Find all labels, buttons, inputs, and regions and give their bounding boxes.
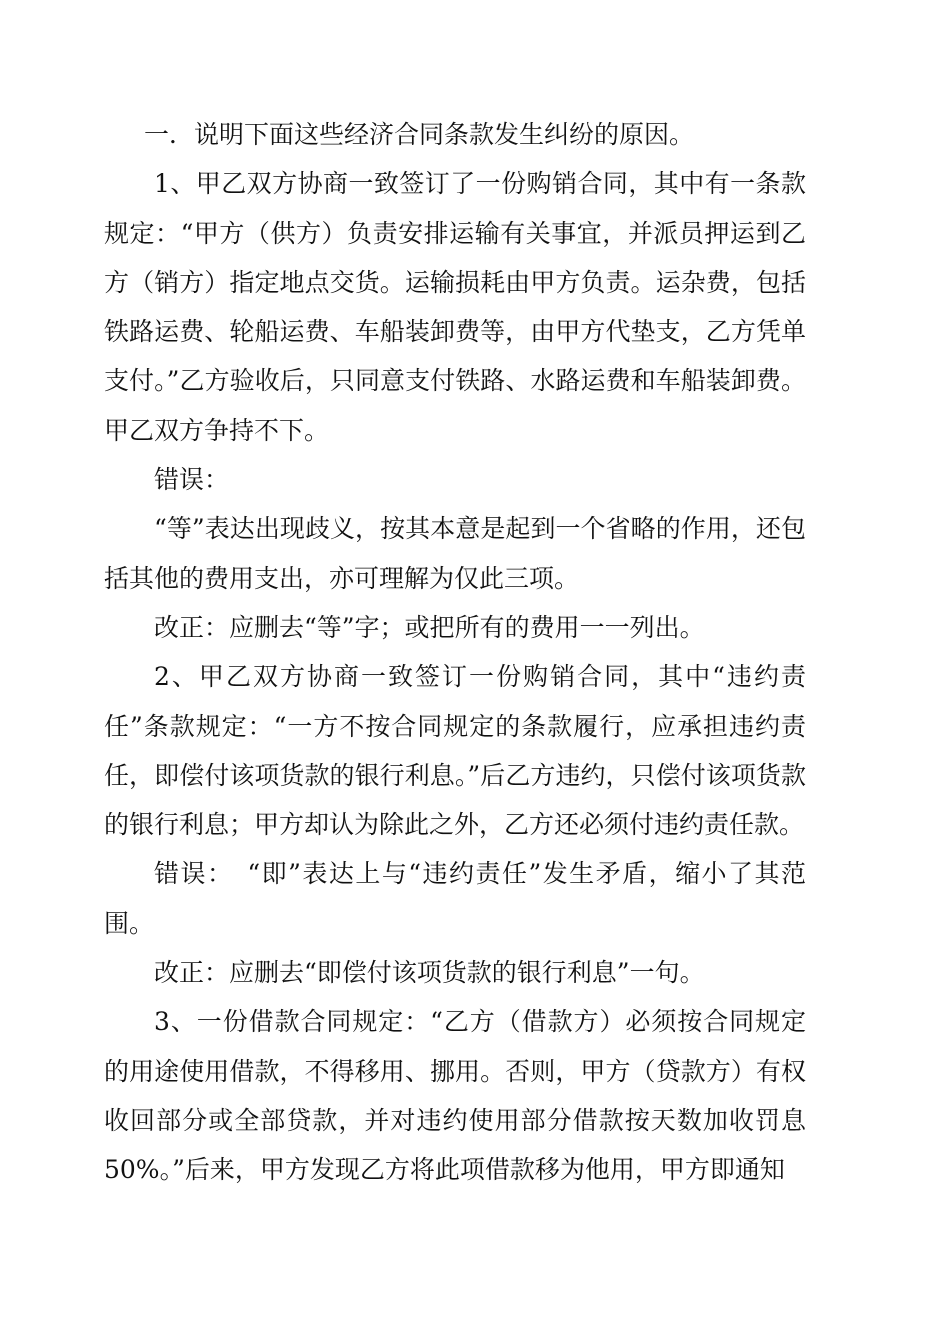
- paragraph-error-2: 错误： “即”表达上与“违约责任”发生矛盾，缩小了其范围。: [104, 859, 806, 938]
- paragraph-correction-2: 改正：应删去“即偿付该项货款的银行利息”一句。: [154, 958, 705, 988]
- paragraph-error-label: 错误：: [154, 465, 230, 495]
- paragraph-error-explanation-1: “等”表达出现歧义，按其本意是起到一个省略的作用，还包括其他的费用支出，亦可理解为仅此三项。: [104, 514, 806, 593]
- paragraph-case-3: 3、一份借款合同规定：“乙方（借款方）必须按合同规定的用途使用借款，不得移用、挪用。否则，甲方（贷款方）有权收回部分或全部贷款，并对违约使用部分借款按天数加收罚息50%。”后来，甲方发现乙方将此项借款移为他用，甲方即通知: [104, 1007, 806, 1185]
- paragraph-correction-1: 改正：应删去“等”字；或把所有的费用一一列出。: [154, 612, 705, 642]
- section-heading: 一．说明下面这些经济合同条款发生纠纷的原因。: [144, 120, 695, 149]
- paragraph-case-2: 2、甲乙双方协商一致签订一份购销合同，其中“违约责任”条款规定：“一方不按合同规定的条款履行，应承担违约责任，即偿付该项货款的银行利息。”后乙方违约，只偿付该项货款的银行利息；甲方却认为除此之外，乙方还必须付违约责任款。: [104, 662, 806, 840]
- document-body: [104, 110, 806, 1195]
- paragraph-case-1: 1、甲乙双方协商一致签订了一份购销合同，其中有一条款规定：“甲方（供方）负责安排运输有关事宜，并派员押运到乙方（销方）指定地点交货。运输损耗由甲方负责。运杂费，包括铁路运费、轮船运费、车船装卸费等，由甲方代垫支，乙方凭单支付。”乙方验收后，只同意支付铁路、水路运费和车船装卸费。甲乙双方争持不下。: [104, 169, 806, 445]
